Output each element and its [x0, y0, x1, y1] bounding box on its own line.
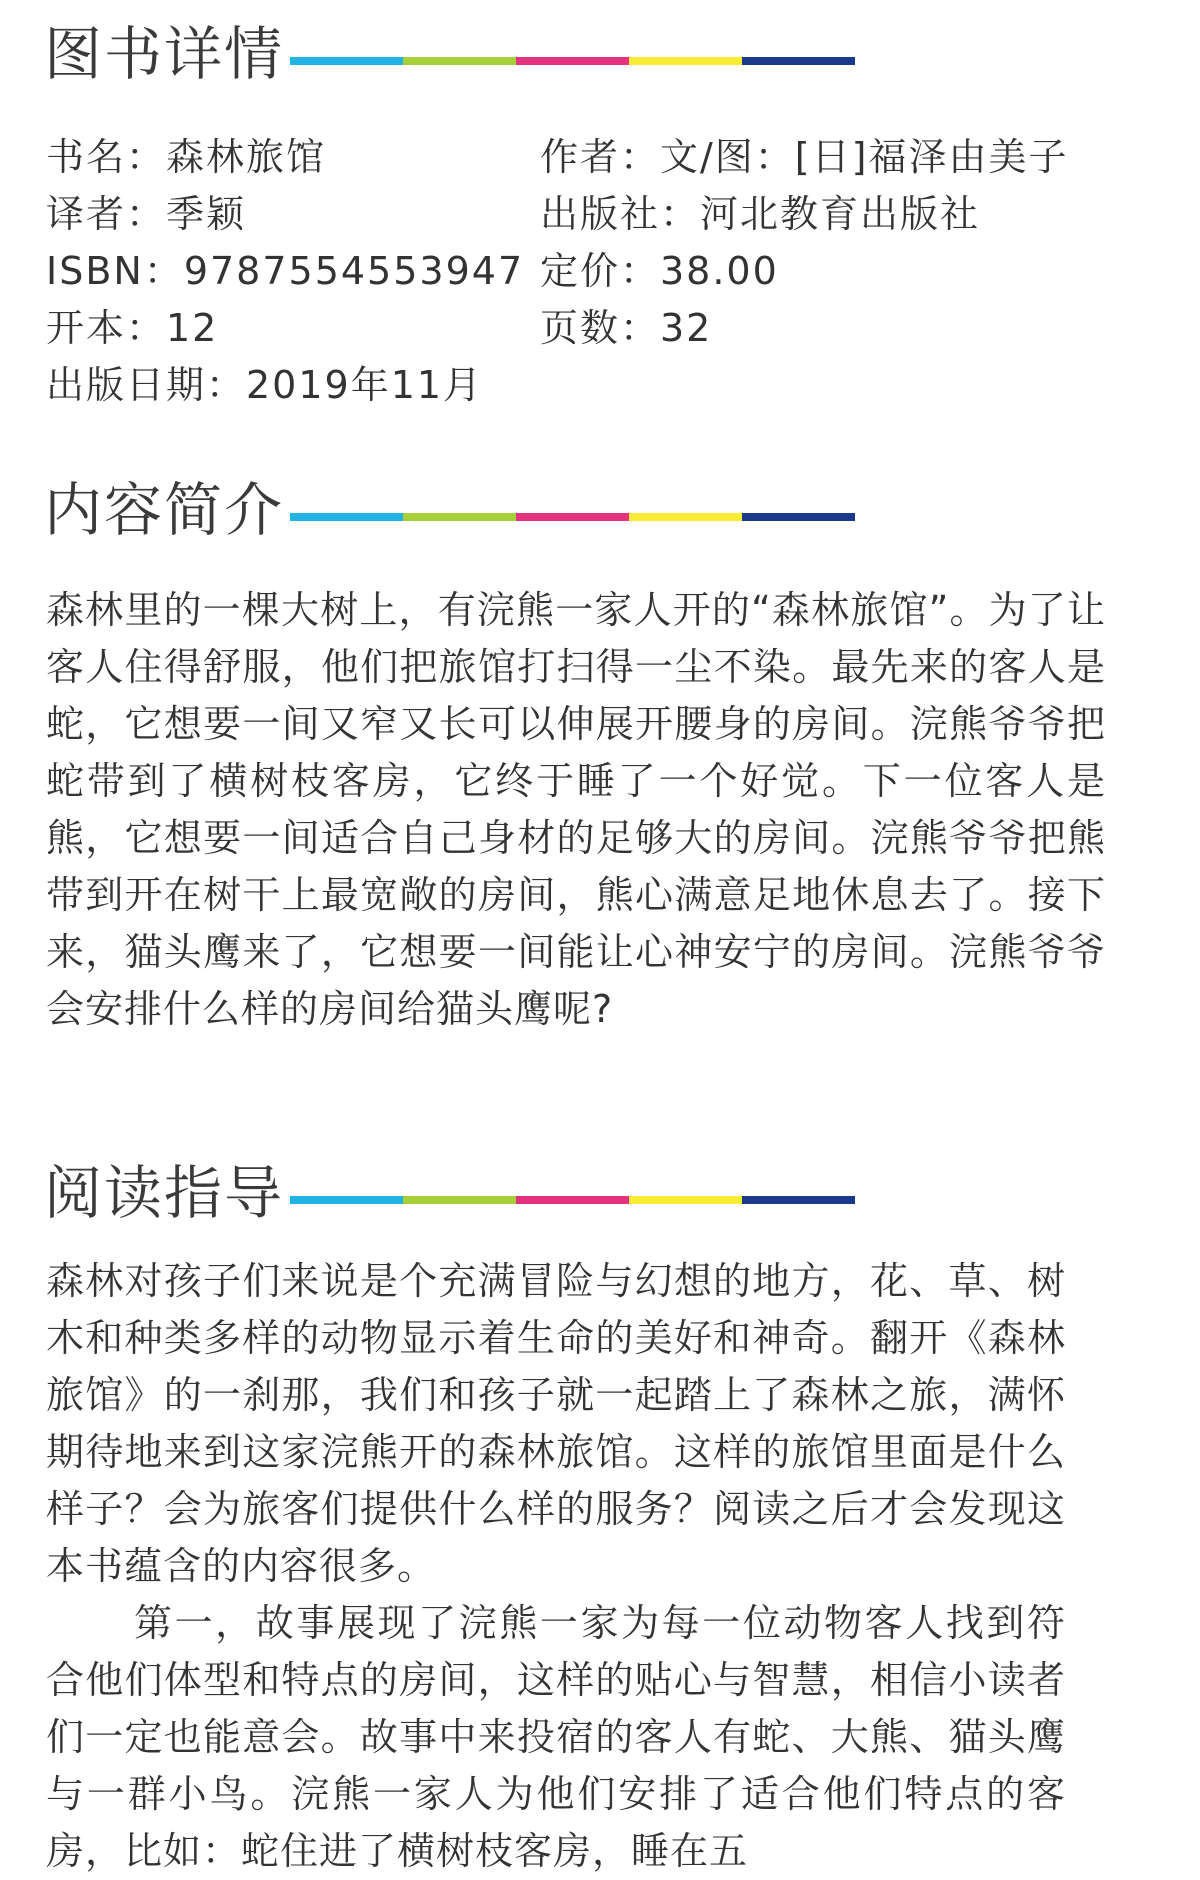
stripe-segment	[516, 513, 629, 521]
book-info-grid	[46, 125, 1146, 410]
intro-paragraph: 森林里的一棵大树上，有浣熊一家人开的“森林旅馆”。为了让客人住得舒服，他们把旅馆打扫得一尘不染。最先来的客人是蛇，它想要一间又窄又长可以伸展开腰身的房间。浣熊爷爷把蛇带到了横树枝客房，它终于睡了一个好觉。下一位客人是熊，它想要一间适合自己身材的足够大的房间。浣熊爷爷把熊带到开在树干上最宽敞的房间，熊心满意足地休息去了。接下来，猫头鹰来了，它想要一间能让心神安宁的房间。浣熊爷爷会安排什么样的房间给猫头鹰呢?	[46, 588, 1106, 1031]
stripe-segment	[742, 513, 855, 521]
info-price: 定价：38.00	[540, 249, 779, 293]
color-stripe-divider	[290, 1196, 855, 1204]
stripe-segment	[516, 57, 629, 65]
info-format: 开本：12	[46, 306, 219, 350]
stripe-segment	[403, 513, 516, 521]
info-translator: 译者：季颖	[46, 192, 247, 236]
stripe-segment	[290, 513, 403, 521]
section-title: 图书详情	[44, 20, 285, 88]
stripe-segment	[290, 1196, 403, 1204]
section-header-intro	[44, 474, 855, 546]
section-header-guide	[44, 1157, 855, 1229]
stripe-segment	[403, 57, 516, 65]
stripe-segment	[742, 1196, 855, 1204]
stripe-segment	[516, 1196, 629, 1204]
stripe-segment	[629, 57, 742, 65]
info-publish-date: 出版日期：2019年11月	[46, 363, 484, 407]
section-title: 阅读指导	[44, 1159, 285, 1227]
color-stripe-divider	[290, 57, 855, 65]
stripe-segment	[290, 57, 403, 65]
info-row	[46, 296, 1146, 353]
info-publisher: 出版社：河北教育出版社	[540, 192, 981, 236]
stripe-segment	[742, 57, 855, 65]
section-header-details	[44, 18, 855, 90]
color-stripe-divider	[290, 513, 855, 521]
guide-paragraph-1: 森林对孩子们来说是个充满冒险与幻想的地方，花、草、树木和种类多样的动物显示着生命的美好和神奇。翻开《森林旅馆》的一刹那，我们和孩子就一起踏上了森林之旅，满怀期待地来到这家浣熊开的森林旅馆。这样的旅馆里面是什么样子？会为旅客们提供什么样的服务？阅读之后才会发现这本书蕴含的内容很多。	[46, 1259, 1066, 1588]
section-title: 内容简介	[44, 476, 285, 544]
stripe-segment	[403, 1196, 516, 1204]
info-title: 书名：森林旅馆	[46, 135, 327, 179]
info-author: 作者：文/图：[日]福泽由美子	[540, 135, 1069, 179]
info-row	[46, 182, 1146, 239]
info-row	[46, 239, 1146, 296]
stripe-segment	[629, 1196, 742, 1204]
info-pages: 页数：32	[540, 306, 713, 350]
info-row	[46, 353, 1146, 410]
guide-paragraph-2: 第一，故事展现了浣熊一家为每一位动物客人找到符合他们体型和特点的房间，这样的贴心与智慧，相信小读者们一定也能意会。故事中来投宿的客人有蛇、大熊、猫头鹰与一群小鸟。浣熊一家人为他们安排了适合他们特点的客房，比如：蛇住进了横树枝客房，睡在五	[46, 1601, 1066, 1873]
stripe-segment	[629, 513, 742, 521]
info-row	[46, 125, 1146, 182]
info-isbn: ISBN：9787554553947	[46, 249, 525, 293]
